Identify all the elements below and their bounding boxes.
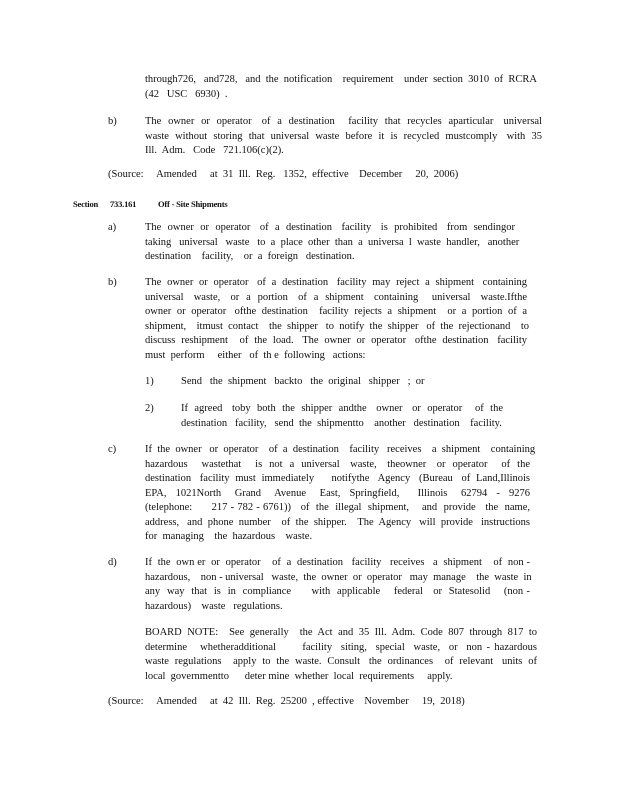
paragraph-d [145,556,530,614]
board-note [145,626,537,684]
text-line: address, and phone number of the shipper. The Agency will provide instructions [145,516,530,528]
text-line: Send the shipment backto the original shipper ; or [181,376,425,387]
paragraph-marker-b-top: b) [108,116,117,127]
text-line: for managing the hazardous waste. [145,531,313,542]
text-line: waste regulations apply to the waste. Consult the ordinances of relevant units of [145,656,537,667]
text-line: waste without storing that universal waste before it is recycled mustcomply with 35 [145,130,542,142]
text-line: determine whetheradditional facility siting, special waste, or non - hazardous [145,641,537,653]
section-title: Off - Site Shipments [158,199,228,209]
text-line: taking universal waste to a place other than a universa l waste handler, another [145,236,520,248]
text-line: universal waste, or a portion of a shipment containing universal waste.Ifthe [145,291,527,303]
text-line: If the owner or operator of a destination facility receives a shipment containing [145,444,536,455]
text-line: Ill. Adm. Code 721.106(c)(2). [145,145,284,156]
text-line: must perform either of th e following actions: [145,349,366,361]
paragraph-marker-b: b) [108,277,117,288]
paragraph-marker-a: a) [108,222,117,233]
section-number: 733.161 [110,199,137,209]
text-line: hazardous, non - universal waste, the owner or operator may manage the waste in [145,571,532,583]
text-line: destination facility must immediately notifythe Agency (Bureau of Land,Illinois [145,473,530,484]
text-line: any way that is in compliance with applicable federal or Statesolid (non - [145,586,530,597]
paragraph-marker-d: d) [108,557,117,568]
text-line: If the own er or operator of a destination facility receives a shipment of non - [145,557,530,568]
text-line: through726, and728, and the notification requirement under section 3010 of RCRA [145,74,537,85]
list-item-1 [181,375,481,390]
text-line: The owner or operator of a destination facility may reject a shipment containing [145,277,527,288]
text-line: owner or operator ofthe destination facility rejects a shipment or a portion of a [145,306,527,317]
list-marker-2: 2) [145,403,154,414]
text-line: local governmentto deter mine whether local requirements apply. [145,670,453,682]
text-line: (42 USC 6930) . [145,88,228,100]
text-line: (telephone: 217 - 782 - 6761)) of the illegal shipment, and provide the name, [145,502,530,513]
intro-paragraph [145,73,537,102]
text-line: The owner or operator of a destination facility that recycles aparticular universal [145,116,542,127]
list-item-2 [181,402,503,431]
paragraph-marker-c: c) [108,444,117,455]
text-line: hazardous) waste regulations. [145,600,283,612]
list-marker-1: 1) [145,376,154,387]
text-line: shipment, itmust contact the shipper to notify the shipper of the rejectionand to [145,320,530,332]
paragraph-c [145,443,536,545]
source-note-2: (Source: Amended at 42 Ill. Reg. 25200 , effective November 19, 2018) [108,696,465,707]
text-line: destination facility, send the shipmentto another destination facility. [181,417,502,429]
text-line: destination facility, or a foreign destination. [145,251,355,262]
text-line: The owner or operator of a destination facility is prohibited from sendingor [145,222,515,233]
text-line: BOARD NOTE: See generally the Act and 35 Ill. Adm. Code 807 through 817 to [145,627,537,638]
text-line: EPA, 1021North Grand Avenue East, Springfield, Illinois 62794 - 9276 [145,487,530,499]
text-line: discuss reshipment of the load. The owner or operator ofthe destination facility [145,335,527,346]
paragraph-b-top [145,115,542,159]
paragraph-b [145,276,530,363]
source-note-1: (Source: Amended at 31 Ill. Reg. 1352, effective December 20, 2006) [108,169,459,180]
text-line: If agreed toby both the shipper andthe owner or operator of the [181,403,503,414]
paragraph-a [145,221,520,265]
section-label: Section [73,199,99,209]
text-line: hazardous wastethat is not a universal waste, theowner or operator of the [145,458,530,470]
